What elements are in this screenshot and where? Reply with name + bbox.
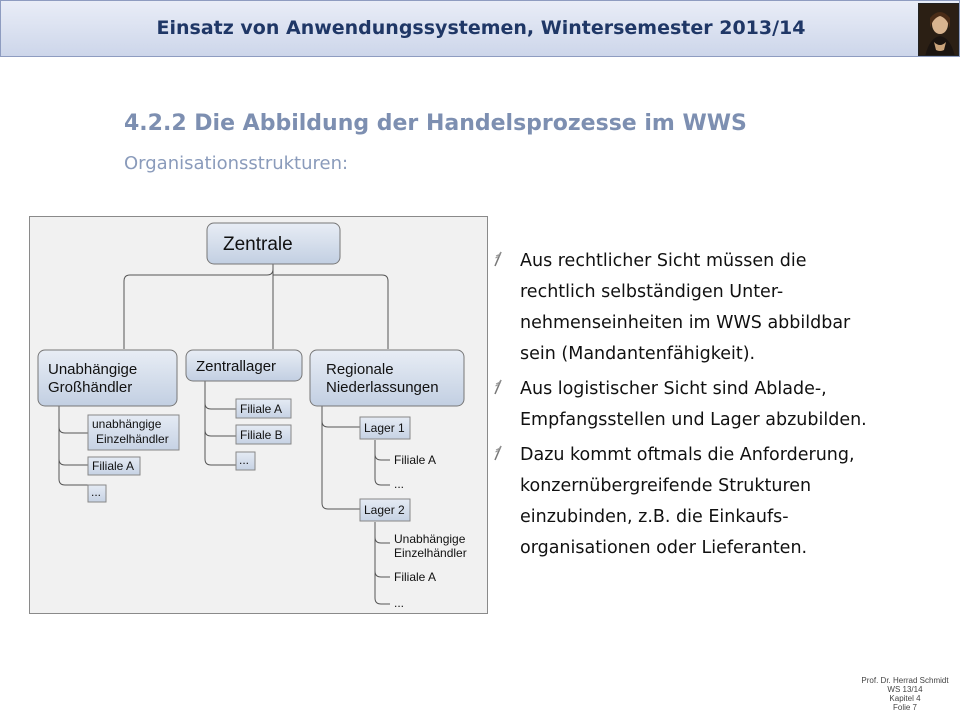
col1-item2-label: Filiale A: [92, 459, 135, 473]
feather-bullet-icon: [492, 378, 504, 396]
col3-head-line1: Regionale: [326, 361, 394, 378]
bullet3-line4: organisationen oder Lieferanten.: [520, 538, 808, 558]
footer-author: Prof. Dr. Herrad Schmidt: [861, 676, 949, 685]
org-chart-svg: [30, 217, 489, 615]
portrait-image: [918, 3, 959, 56]
col1-head-line1: Unabhängige: [48, 361, 138, 378]
bullet1-line2: rechtlich selbständigen Unter-: [520, 282, 784, 302]
lager2-item2-label: Filiale A: [394, 570, 437, 584]
bullet-item: [492, 374, 952, 436]
col2-head-label: Zentrallager: [196, 358, 277, 375]
lager1-item1-label: Filiale A: [394, 453, 437, 467]
col1-head-box: [38, 350, 177, 406]
bullet2-line2: Empfangsstellen und Lager abzubilden.: [520, 410, 867, 430]
footer-info: [855, 676, 955, 712]
org-diagram: [29, 216, 488, 614]
header-title: Einsatz von Anwendungssystemen, Wintersemester 2013/14: [156, 17, 806, 39]
feather-bullet-icon: [492, 444, 504, 462]
bullet-item: [492, 246, 952, 370]
slide-subtitle: Organisationsstrukturen:: [124, 153, 349, 174]
col2-item2-label: Filiale B: [240, 428, 283, 442]
bullet3-line3: einzubinden, z.B. die Einkaufs-: [520, 507, 789, 527]
bullet1-line3: nehmenseinheiten im WWS abbildbar: [520, 313, 851, 333]
bullet3-line1: Dazu kommt oftmals die Anforderung,: [520, 445, 855, 465]
col2-item3-label: ...: [239, 453, 250, 467]
bullet-item: [492, 440, 952, 564]
lager1-label: Lager 1: [364, 421, 405, 435]
lager2-item3-label: ...: [394, 596, 405, 610]
col3-head-line2: Niederlassungen: [326, 379, 439, 396]
lager2-item1-line1: Unabhängige: [394, 532, 466, 546]
footer-semester: WS 13/14: [887, 685, 923, 694]
slide-title: 4.2.2 Die Abbildung der Handelsprozesse im WWS: [124, 111, 747, 136]
col2-item1-label: Filiale A: [240, 402, 283, 416]
bullet1-line4: sein (Mandantenfähigkeit).: [520, 344, 756, 364]
lager1-item2-label: ...: [394, 477, 405, 491]
feather-bullet-icon: [492, 250, 504, 268]
lager2-item1-line2: Einzelhändler: [394, 546, 467, 560]
zentrale-label: Zentrale: [223, 234, 293, 255]
col1-head-line2: Großhändler: [48, 379, 133, 396]
header-bar: [0, 0, 960, 57]
footer-slide-number: Folie 7: [892, 703, 917, 712]
col1-item1-line2: Einzelhändler: [96, 432, 169, 446]
bullet3-line2: konzernübergreifende Strukturen: [520, 476, 812, 496]
bullet1-line1: Aus rechtlicher Sicht müssen die: [520, 251, 807, 271]
bullet-list: [492, 246, 952, 564]
footer-chapter: Kapitel 4: [889, 694, 921, 703]
col1-item1-line1: unabhängige: [92, 417, 162, 431]
lager2-label: Lager 2: [364, 503, 405, 517]
bullet2-line1: Aus logistischer Sicht sind Ablade-,: [520, 379, 827, 399]
col3-head-box: [310, 350, 464, 406]
col1-item3-label: ...: [91, 485, 102, 499]
